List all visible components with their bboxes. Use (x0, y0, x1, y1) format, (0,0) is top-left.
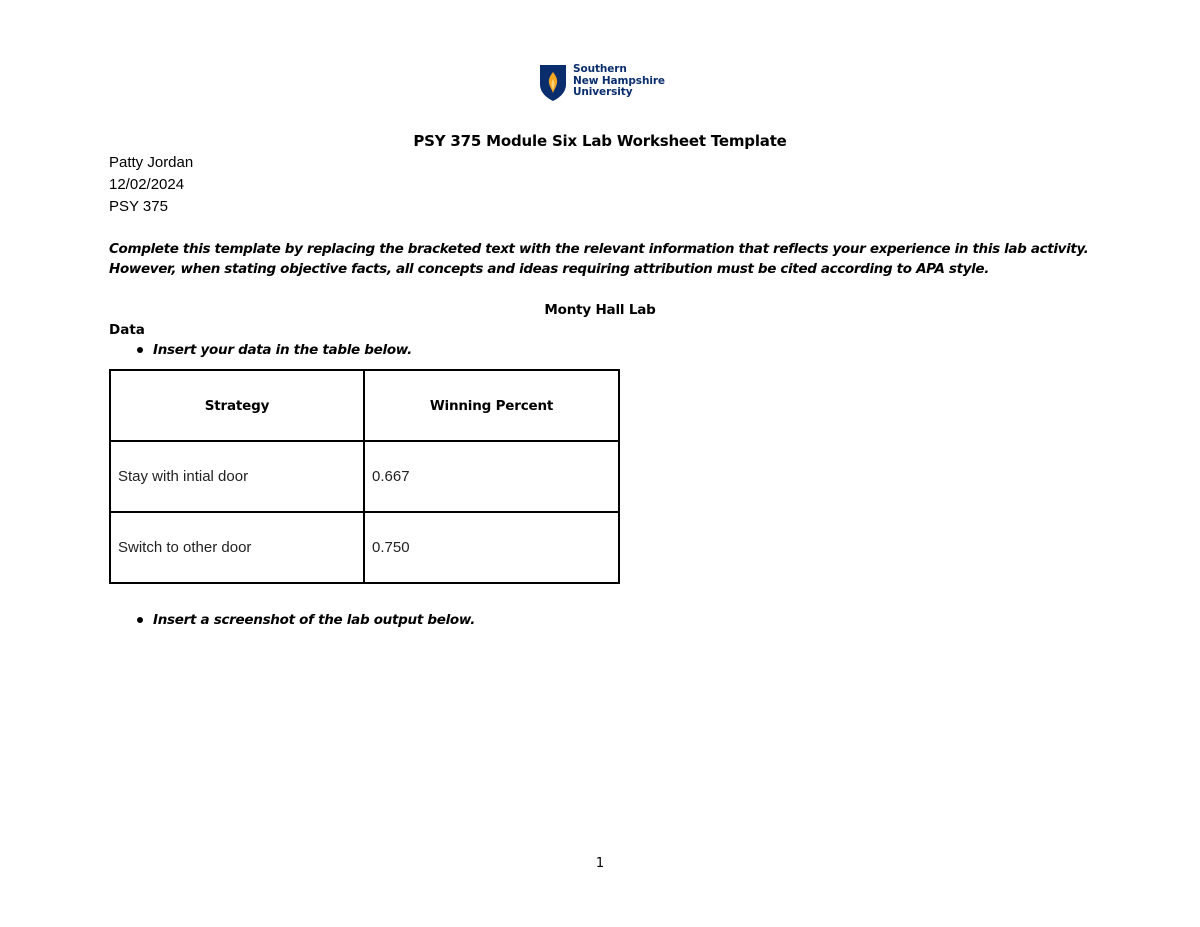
table-row (110, 441, 619, 512)
bullet-item-insert-screenshot (137, 611, 475, 629)
logo-wordmark (573, 64, 665, 99)
section-heading-data: Data (109, 322, 145, 338)
university-logo (539, 64, 665, 104)
bullet-text: Insert a screenshot of the lab output below. (153, 612, 476, 628)
instructions-line-1: Complete this template by replacing the bracketed text with the relevant information that reflects your experience in this lab activity. (109, 241, 1089, 257)
course-code: PSY 375 (109, 198, 168, 215)
bullet-item-insert-data (137, 341, 412, 359)
table-header-row (110, 370, 619, 441)
document-title: PSY 375 Module Six Lab Worksheet Template (413, 132, 787, 150)
cell-winning-percent: 0.667 (364, 441, 619, 512)
instructions-paragraph (109, 240, 1089, 279)
submission-date: 12/02/2024 (109, 176, 185, 193)
table-row (110, 512, 619, 583)
bullet-dot-icon (137, 347, 143, 353)
page-number: 1 (595, 856, 605, 871)
logo-line-1: Southern (573, 63, 627, 75)
header-strategy: Strategy (110, 370, 364, 441)
bullet-text: Insert your data in the table below. (153, 342, 412, 358)
logo-line-3: University (573, 86, 633, 98)
instructions-line-2: However, when stating objective facts, all concepts and ideas requiring attribution must be cited according to APA style. (109, 260, 990, 277)
cell-winning-percent: 0.750 (364, 512, 619, 583)
header-winning-percent: Winning Percent (364, 370, 619, 441)
results-table (109, 369, 620, 584)
cell-strategy: Stay with intial door (110, 441, 364, 512)
student-name: Patty Jordan (109, 154, 194, 171)
bullet-dot-icon (137, 617, 143, 623)
cell-strategy: Switch to other door (110, 512, 364, 583)
shield-flame-icon (539, 64, 567, 102)
lab-title: Monty Hall Lab (544, 302, 656, 318)
logo-line-2: New Hampshire (573, 74, 665, 87)
